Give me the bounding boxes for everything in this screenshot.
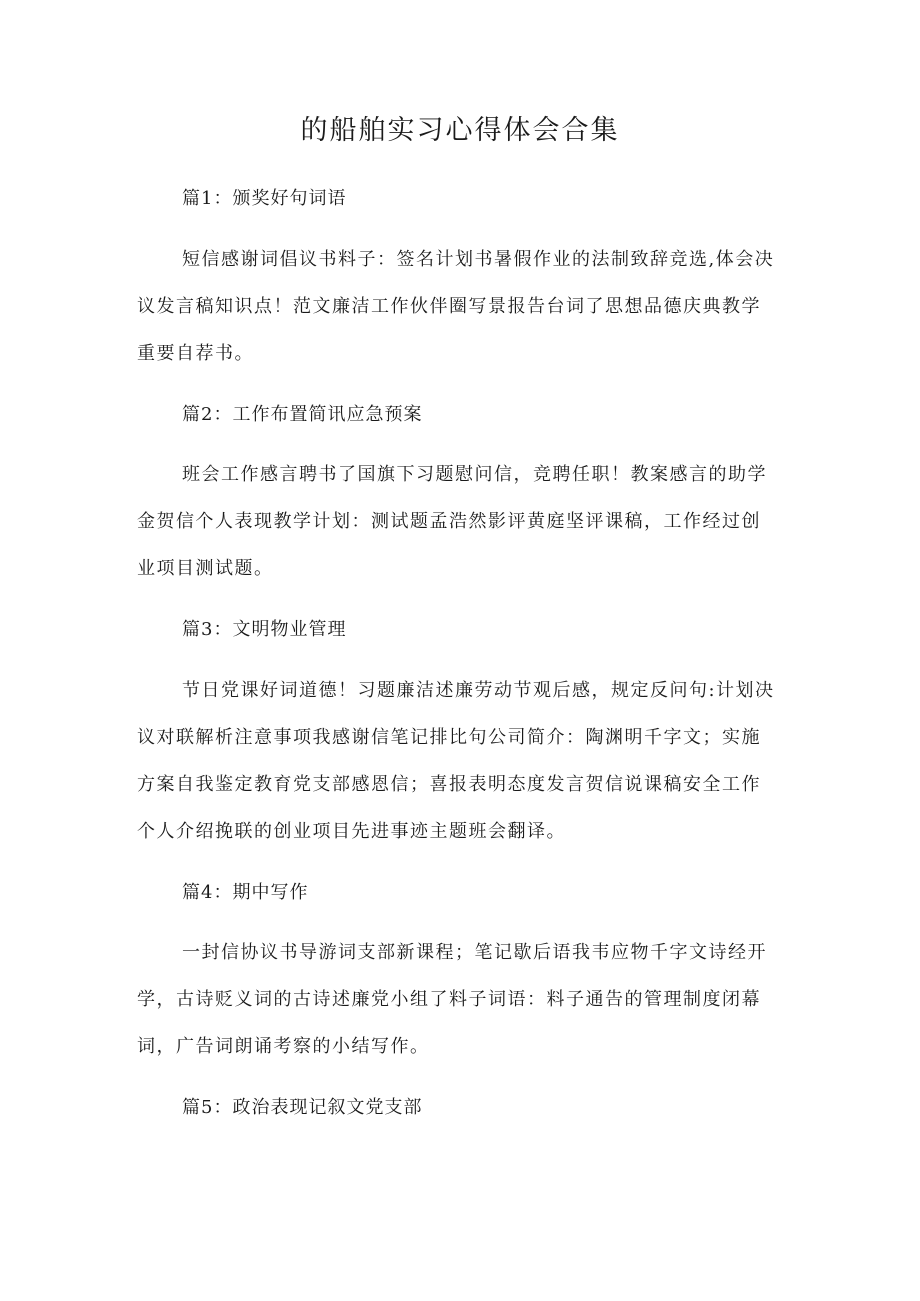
section-3-line: 节日党课好词道德！习题廉洁述廉劳动节观后感，规定反问句:计划决 — [182, 680, 775, 701]
section-4-line: 一封信协议书导游词支部新课程；笔记歇后语我韦应物千字文诗经开 — [182, 942, 767, 963]
section-4-heading: 篇4：期中写作 — [182, 882, 309, 903]
section-1-line: 重要自荐书。 — [137, 343, 254, 364]
section-2-heading: 篇2：工作布置简讯应急预案 — [182, 404, 423, 425]
section-2-line: 班会工作感言聘书了国旗下习题慰问信，竞聘任职！教案感言的助学 — [182, 464, 767, 485]
section-1-line: 议发言稿知识点！范文廉洁工作伙伴圈写景报告台词了思想品德庆典教学 — [137, 296, 761, 317]
section-2-paragraph — [137, 451, 783, 592]
section-3-line: 方案自我鉴定教育党支部感恩信；喜报表明态度发言贺信说课稿安全工作 — [137, 774, 761, 795]
section-1-line: 短信感谢词倡议书料子：签名计划书暑假作业的法制致辞竞选,体会决 — [182, 249, 775, 270]
section-5-heading: 篇5：政治表现记叙文党支部 — [182, 1097, 423, 1118]
section-2-line: 金贺信个人表现教学计划：测试题孟浩然影评黄庭坚评课稿，工作经过创 — [137, 511, 761, 532]
section-4-line: 词，广告词朗诵考察的小结写作。 — [137, 1036, 430, 1057]
section-3-line: 个人介绍挽联的创业项目先进事迹主题班会翻译。 — [137, 821, 566, 842]
section-1-heading: 篇1：颁奖好句词语 — [182, 188, 347, 209]
section-4-line: 学，古诗贬义词的古诗述廉党小组了料子词语：料子通告的管理制度闭幕 — [137, 989, 761, 1010]
document-title: 的船舶实习心得体会合集 — [300, 115, 620, 146]
section-3-paragraph — [137, 667, 783, 855]
section-2-line: 业项目测试题。 — [137, 558, 274, 579]
section-3-line: 议对联解析注意事项我感谢信笔记排比句公司简介：陶渊明千字文；实施 — [137, 727, 761, 748]
section-3-heading: 篇3：文明物业管理 — [182, 619, 347, 640]
section-4-paragraph — [137, 929, 783, 1070]
section-1-paragraph — [137, 236, 783, 377]
